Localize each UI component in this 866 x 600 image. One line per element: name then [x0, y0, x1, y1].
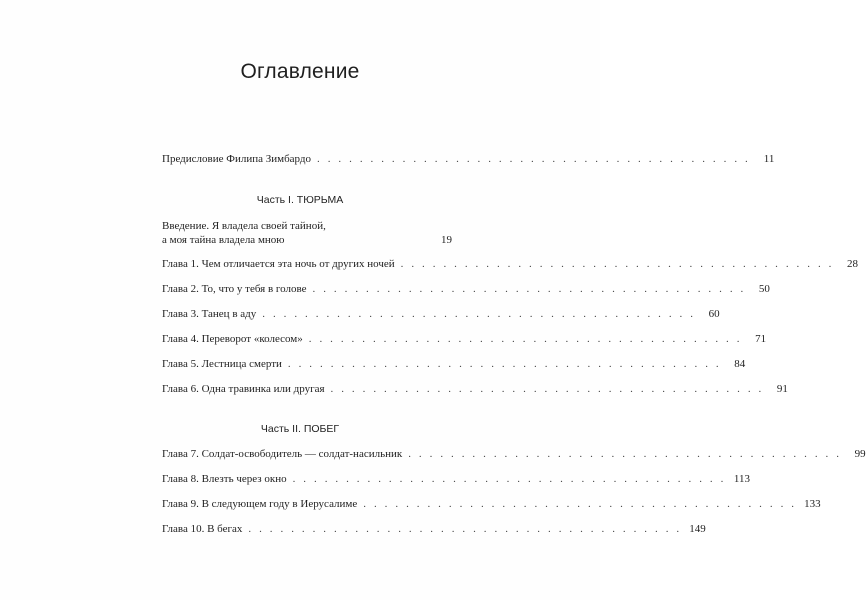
toc-entry-chapter-7: [162, 447, 866, 461]
dot-leader: . . . . . . . . . . . . . . . . . . . . . . . . . . . . . . . . . . . . . . . . .: [248, 523, 682, 535]
toc-entry-chapter-10: [162, 522, 706, 536]
dot-leader: . . . . . . . . . . . . . . . . . . . . . . . . . . . . . . . . . . . . . . . . .: [292, 473, 726, 485]
toc-entry-page: 60: [708, 308, 720, 320]
dot-leader: . . . . . . . . . . . . . . . . . . . . . . . . . . . . . . . . . . . . . . . . .: [308, 333, 743, 345]
toc-entry-label: Глава 2. То, что у тебя в голове: [162, 283, 307, 295]
toc-entry-label: Глава 6. Одна травинка или другая: [162, 383, 325, 395]
toc-entry-chapter-9: [162, 497, 821, 511]
toc-entry-preface: [162, 152, 775, 166]
toc-entry-intro: [162, 219, 452, 247]
toc-entry-label: Предисловие Филипа Зимбардо: [162, 153, 312, 165]
toc-entry-label: Глава 7. Солдат-освободитель — солдат-насильник: [162, 448, 403, 460]
toc-entry-label: Глава 1. Чем отличается эта ночь от других ночей: [162, 258, 395, 270]
toc-entry-page: 133: [804, 498, 821, 510]
dot-leader: . . . . . . . . . . . . . . . . . . . . . . . . . . . . . . . . . . . . . . . . .: [262, 308, 696, 320]
dot-leader: . . . . . . . . . . . . . . . . . . . . . . . . . . . . . . . . . . . . . . . . .: [330, 383, 764, 395]
part-heading-2: Часть II. ПОБЕГ: [260, 423, 340, 435]
toc-entry-page: 99: [854, 448, 866, 460]
toc-entry-chapter-6: [162, 382, 788, 396]
dot-leader: . . . . . . . . . . . . . . . . . . . . . . . . . . . . . . . . . . . . . . . . .: [408, 448, 842, 460]
dot-leader: . . . . . . . . . . . . . . . . . . . . . . . . . . . . . . . . . . . . . . . . .: [317, 153, 751, 165]
toc-entry-chapter-1: [162, 257, 858, 271]
toc-entry-label-line2: а моя тайна владела мною: [162, 234, 285, 246]
toc-entry-chapter-4: [162, 332, 767, 346]
dot-leader: . . . . . . . . . . . . . . . . . . . . . . . . . . . . . . . . . . . . . . . . .: [312, 283, 746, 295]
page-title: Оглавление: [240, 60, 360, 83]
dot-leader: . . . . . . . . . . . . . . . . . . . . . . . . . . . . . . . . . . . . . . . . .: [400, 258, 834, 270]
toc-entry-page: 71: [755, 333, 767, 345]
toc-entry-label: Глава 3. Танец в аду: [162, 308, 257, 320]
toc-entry-label: Глава 9. В следующем году в Иерусалиме: [162, 498, 358, 510]
toc-entry-page: 91: [776, 383, 788, 395]
toc-entry-chapter-8: [162, 472, 750, 486]
toc-entry-chapter-2: [162, 282, 770, 296]
toc-entry-chapter-3: [162, 307, 720, 321]
dot-leader: . . . . . . . . . . . . . . . . . . . . . . . . . . . . . . . . . . . . . . . . .: [363, 498, 797, 510]
toc-entry-page: 113: [733, 473, 750, 485]
dot-leader: . . . . . . . . . . . . . . . . . . . . . . . . . . . . . . . . . . . . . . . . .: [287, 358, 722, 370]
toc-entry-label-line1: Введение. Я владела своей тайной,: [162, 220, 326, 232]
part-heading-1: Часть I. ТЮРЬМА: [256, 194, 344, 206]
toc-entry-page: 11: [763, 153, 775, 165]
toc-entry-label: Глава 5. Лестница смерти: [162, 358, 282, 370]
toc-entry-chapter-5: [162, 357, 746, 371]
toc-entry-page: 84: [734, 358, 746, 370]
toc-entry-label: Глава 8. Влезть через окно: [162, 473, 287, 485]
toc-entry-page: 50: [758, 283, 770, 295]
toc-entry-page: 149: [689, 523, 706, 535]
toc-entry-label: Глава 4. Переворот «колесом»: [162, 333, 303, 345]
toc-entry-page: 19: [441, 234, 452, 246]
toc-entry-page: 28: [847, 258, 858, 270]
toc-entry-label: Глава 10. В бегах: [162, 523, 243, 535]
